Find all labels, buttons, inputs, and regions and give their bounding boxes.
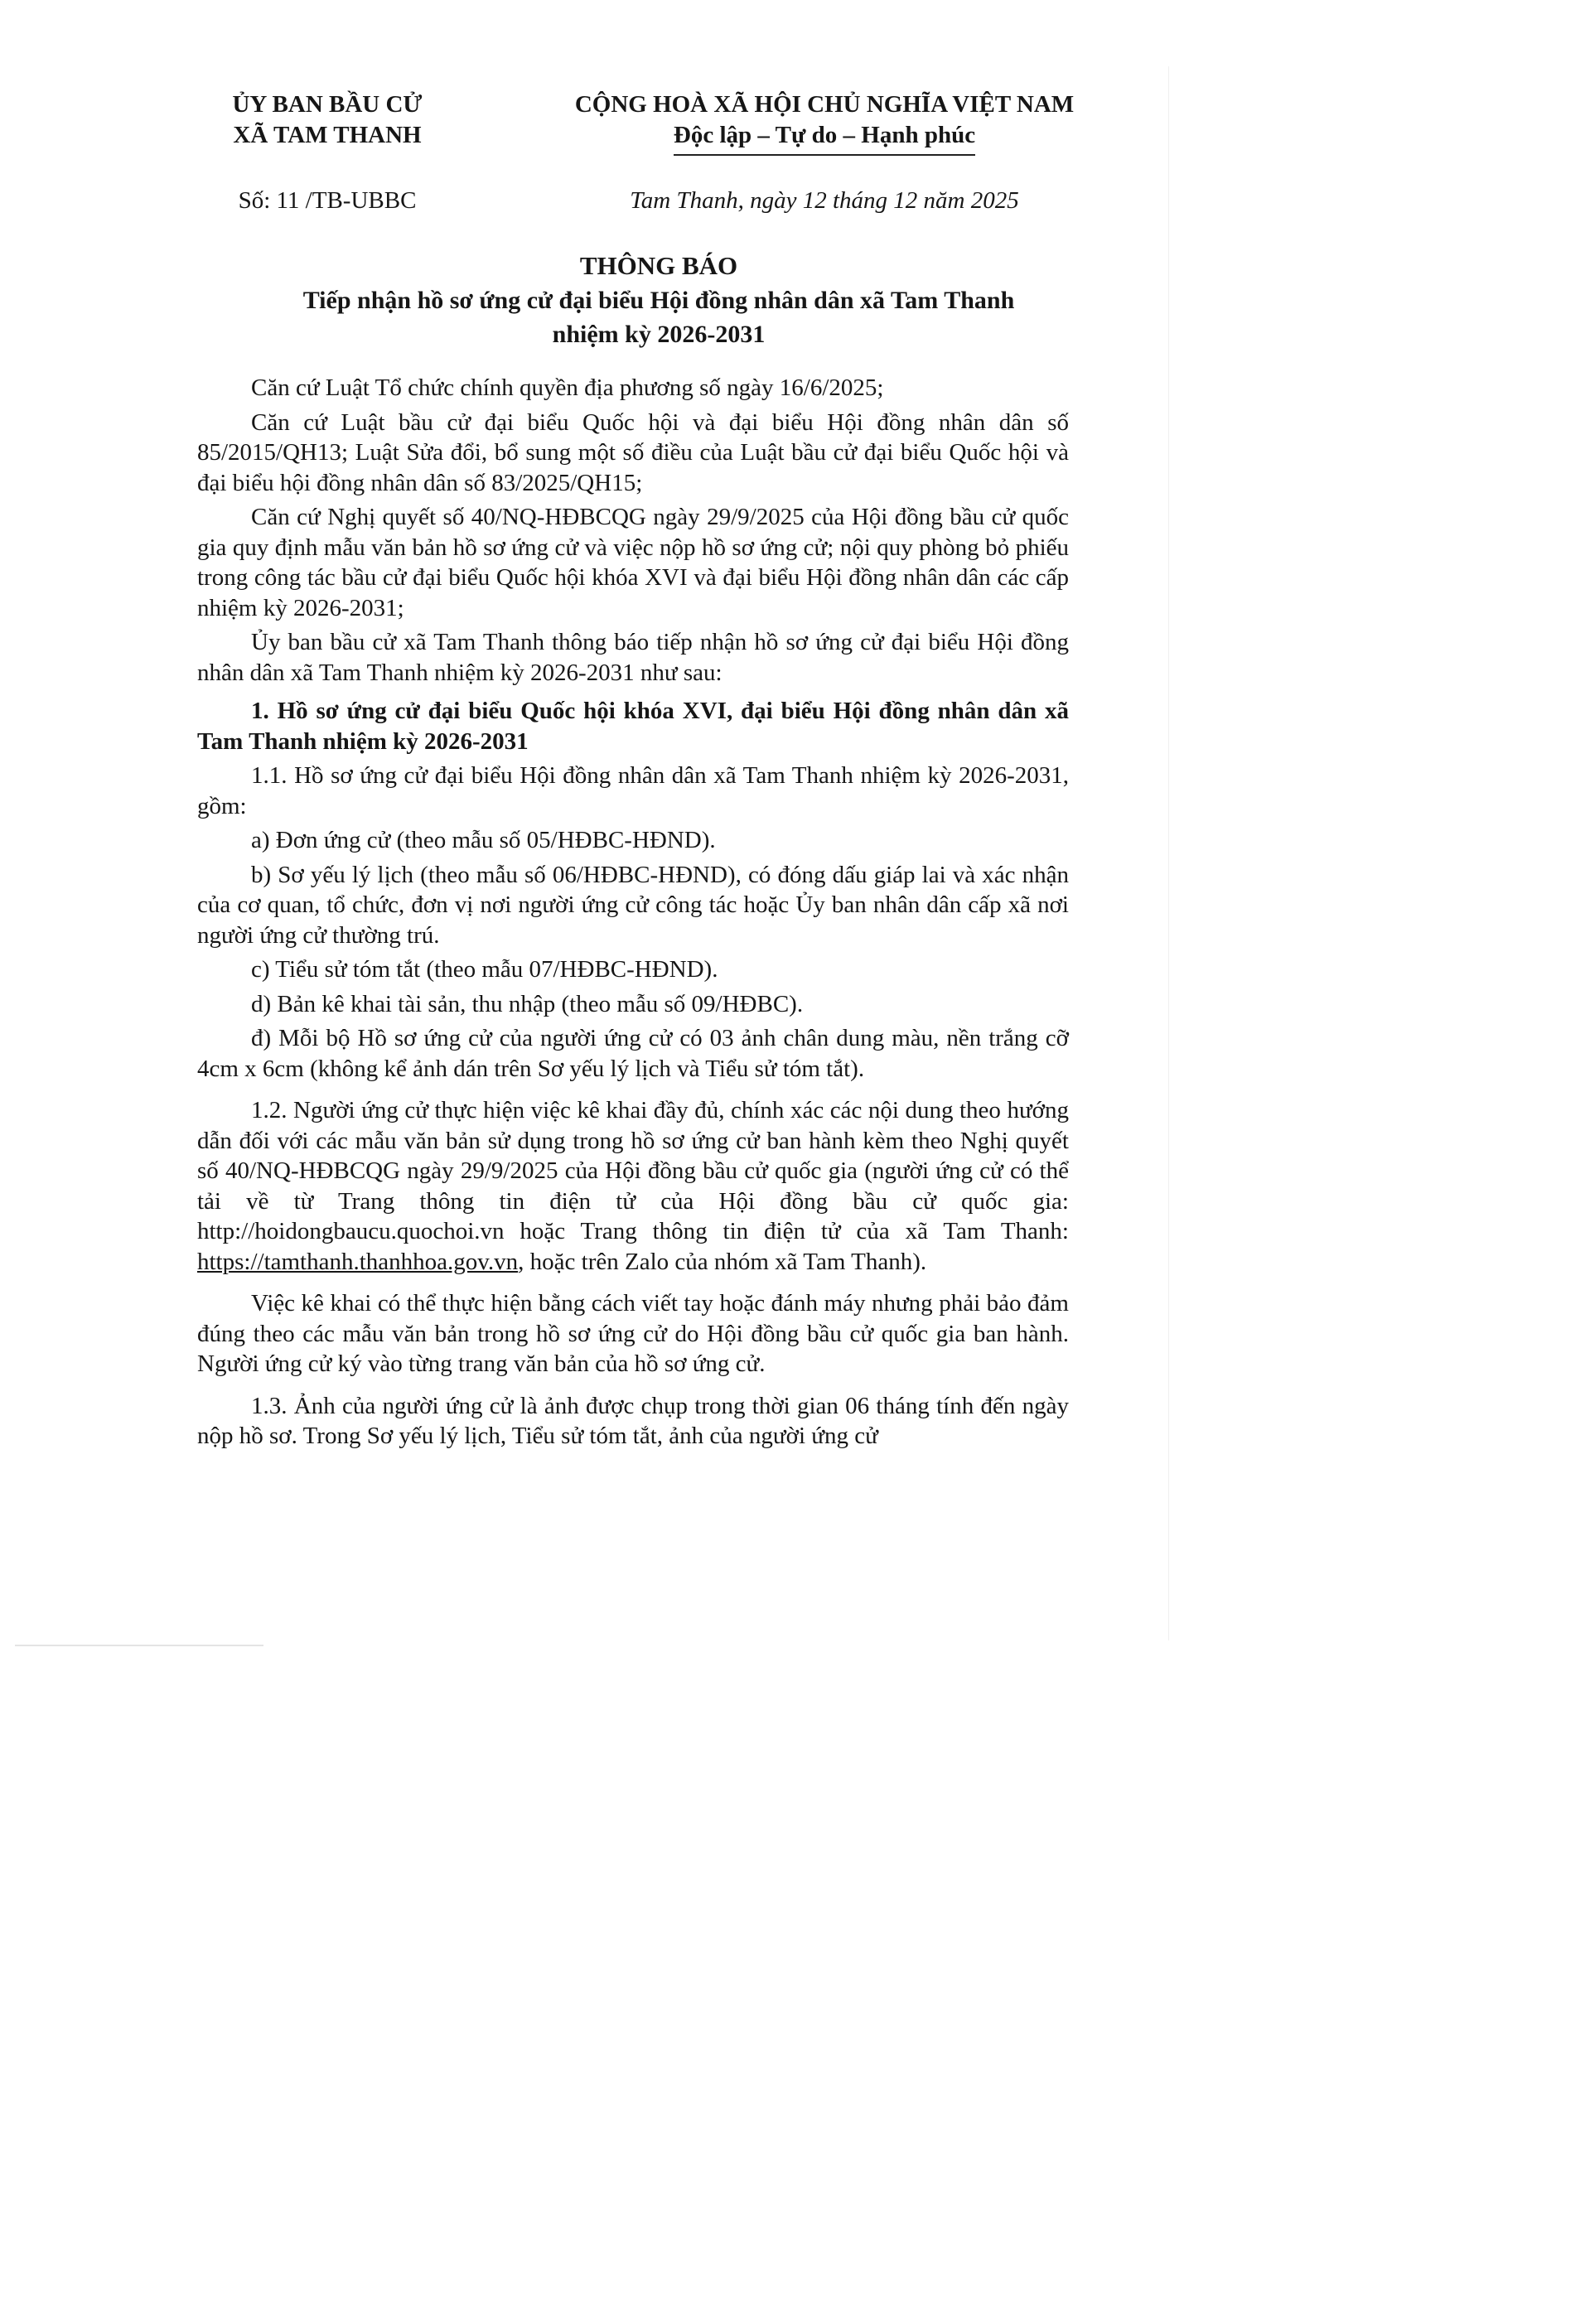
section-1-3: 1.3. Ảnh của người ứng cử là ảnh được chụp trong thời gian 06 tháng tính đến ngày nộp hồ sơ. Trong Sơ yếu lý lịch, Tiểu sử tóm tắt, ảnh của người ứng cử (197, 1392, 1069, 1449)
document-body (197, 373, 1069, 1456)
document-title-block (191, 249, 1127, 351)
list-item-c: c) Tiểu sử tóm tắt (theo mẫu 07/HĐBC-HĐND). (251, 956, 718, 983)
national-title (522, 89, 1127, 156)
list-item-d: d) Bản kê khai tài sản, thu nhập (theo mẫu số 09/HĐBC). (251, 990, 804, 1017)
national-motto: Độc lập – Tự do – Hạnh phúc (674, 120, 975, 156)
announcement-intro: Ủy ban bầu cử xã Tam Thanh thông báo tiếp nhận hồ sơ ứng cử đại biểu Hội đồng nhân dân xã Tam Thanh nhiệm kỳ 2026-2031 như sau: (197, 629, 1069, 686)
section-1-2-text: 1.2. Người ứng cử thực hiện việc kê khai đầy đủ, chính xác các nội dung theo hướng dẫn đối với các mẫu văn bản sử dụng trong hồ sơ ứng cử ban hành kèm theo Nghị quyết số 40/NQ-HĐBCQG ngày 29/9/2025 của Hội đồng bầu cử quốc gia (người ứng cử có thể tải về từ Trang thông tin điện tử của Hội đồng bầu cử quốc gia: http://hoidongbaucu.quochoi.vn hoặc Trang thông tin điện tử của xã Tam Thanh: (197, 1097, 1069, 1244)
document-title: THÔNG BÁO (579, 251, 738, 280)
nation-name: CỘNG HOÀ XÃ HỘI CHỦ NGHĨA VIỆT NAM (574, 91, 1075, 118)
place-and-date: Tam Thanh, ngày 12 tháng 12 năm 2025 (630, 187, 1019, 214)
document-number: Số: 11 /TB-UBBC (238, 187, 417, 214)
scan-edge-line (1168, 66, 1169, 1640)
document-subtitle-line-2: nhiệm kỳ 2026-2031 (552, 321, 766, 348)
section-1-2-text-end: , hoặc trên Zalo của nhóm xã Tam Thanh). (518, 1248, 927, 1275)
legal-basis-1: Căn cứ Luật Tổ chức chính quyền địa phương số ngày 16/6/2025; (251, 374, 884, 401)
organization-line-1: ỦY BAN BẦU CỬ (232, 91, 423, 118)
list-item-b: b) Sơ yếu lý lịch (theo mẫu số 06/HĐBC-HĐND), có đóng dấu giáp lai và xác nhận của cơ quan, tổ chức, đơn vị nơi người ứng cử công tác hoặc Ủy ban nhân dân cấp xã nơi người ứng cử thường trú. (197, 861, 1069, 949)
document-subtitle-line-1: Tiếp nhận hồ sơ ứng cử đại biểu Hội đồng nhân dân xã Tam Thanh (302, 287, 1015, 314)
list-item-a: a) Đơn ứng cử (theo mẫu số 05/HĐBC-HĐND). (251, 827, 716, 853)
issuing-organization (191, 89, 464, 151)
commune-website-link[interactable]: https://tamthanh.thanhhoa.gov.vn (197, 1248, 519, 1275)
scan-artifact-line (15, 1645, 263, 1646)
document-header (191, 89, 1127, 214)
legal-basis-2: Căn cứ Luật bầu cử đại biểu Quốc hội và đại biểu Hội đồng nhân dân số 85/2015/QH13; Luật Sửa đổi, bổ sung một số điều của Luật bầu cử đại biểu Quốc hội và đại biểu hội đồng nhân dân số 83/2025/QH15; (197, 408, 1069, 496)
organization-line-2: XÃ TAM THANH (233, 122, 422, 148)
section-1-2 (197, 1095, 1069, 1277)
list-item-dd: đ) Mỗi bộ Hồ sơ ứng cử của người ứng cử có 03 ảnh chân dung màu, nền trắng cỡ 4cm x 6cm (không kể ảnh dán trên Sơ yếu lý lịch và Tiểu sử tóm tắt). (197, 1025, 1069, 1082)
declaration-note: Việc kê khai có thể thực hiện bằng cách viết tay hoặc đánh máy nhưng phải bảo đảm đúng theo các mẫu văn bản trong hồ sơ ứng cử do Hội đồng bầu cử quốc gia ban hành. Người ứng cử ký vào từng trang văn bản của hồ sơ ứng cử. (197, 1290, 1069, 1377)
section-1-1: 1.1. Hồ sơ ứng cử đại biểu Hội đồng nhân dân xã Tam Thanh nhiệm kỳ 2026-2031, gồm: (197, 762, 1069, 819)
section-heading-1: 1. Hồ sơ ứng cử đại biểu Quốc hội khóa XVI, đại biểu Hội đồng nhân dân xã Tam Thanh nhiệm kỳ 2026-2031 (197, 698, 1069, 755)
legal-basis-3: Căn cứ Nghị quyết số 40/NQ-HĐBCQG ngày 29/9/2025 của Hội đồng bầu cử quốc gia quy định mẫu văn bản hồ sơ ứng cử và việc nộp hồ sơ ứng cử; nội quy phòng bỏ phiếu trong công tác bầu cử đại biểu Quốc hội khóa XVI và đại biểu Hội đồng nhân dân các cấp nhiệm kỳ 2026-2031; (197, 504, 1069, 621)
